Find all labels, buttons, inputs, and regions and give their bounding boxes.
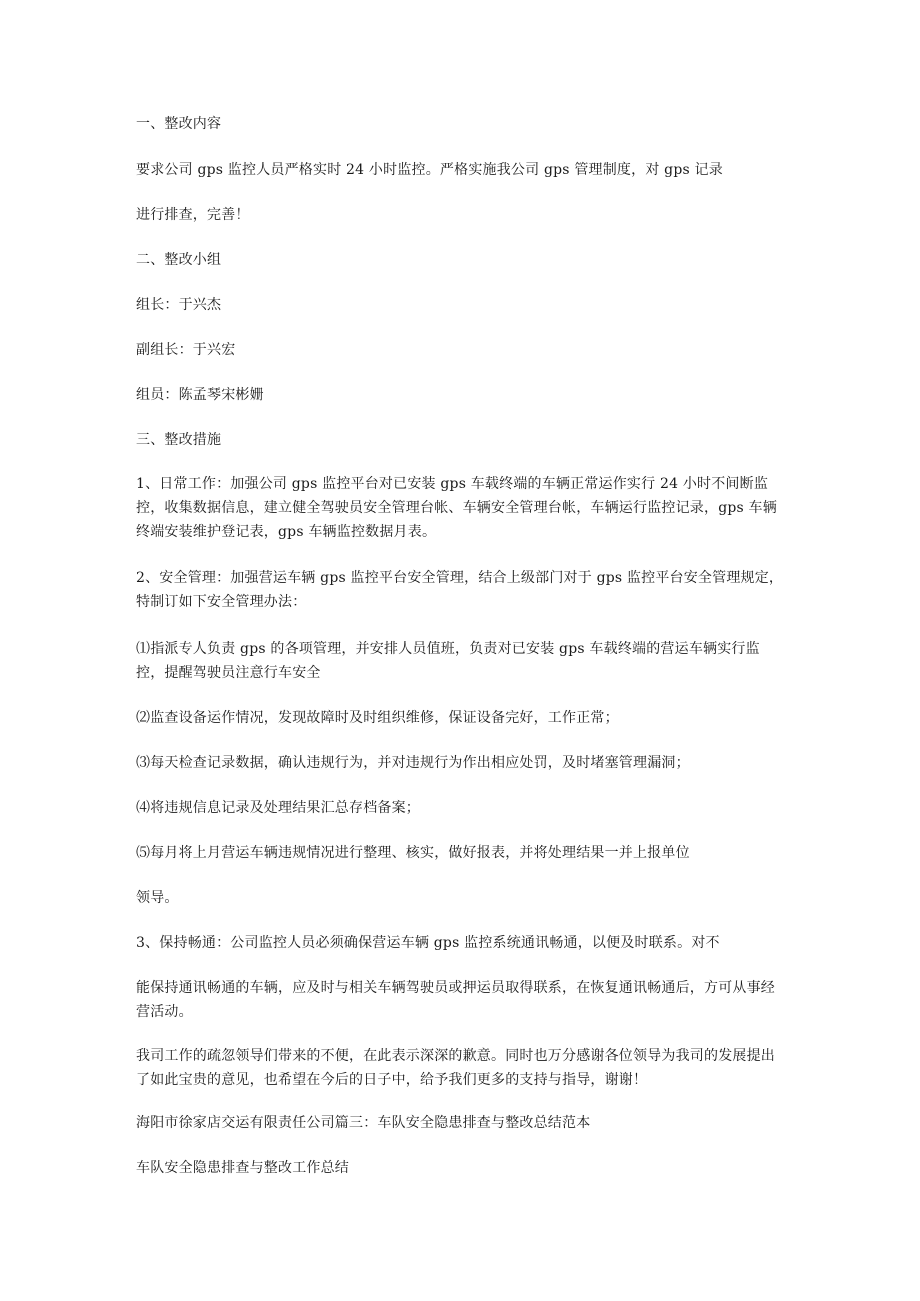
measure-safety-management: 2、安全管理：加强营运车辆 gps 监控平台安全管理，结合上级部门对于 gps 监控平台安全管理规定，特制订如下安全管理办法： — [136, 570, 784, 610]
paragraph-gps-monitoring-requirement: 要求公司 gps 监控人员严格实时 24 小时监控。严格实施我公司 gps 管理制度，对 gps 记录 — [136, 162, 723, 178]
section-heading-rectification-team: 二、整改小组 — [136, 252, 222, 268]
section-heading-rectification-content: 一、整改内容 — [136, 116, 222, 132]
measure-keep-communication-continuation: 能保持通讯畅通的车辆，应及时与相关车辆驾驶员或押运员取得联系，在恢复通讯畅通后，方可从事经营活动。 — [136, 980, 775, 1020]
section-heading-rectification-measures: 三、整改措施 — [136, 432, 222, 448]
measure-item-3: ⑶每天检查记录数据，确认违规行为，并对违规行为作出相应处罚，及时堵塞管理漏洞； — [136, 755, 690, 771]
team-members-line: 组员：陈孟琴宋彬姗 — [136, 387, 264, 403]
measure-daily-work: 1、日常工作：加强公司 gps 监控平台对已安装 gps 车载终端的车辆正常运作实行 24 小时不间断监控，收集数据信息，建立健全驾驶员安全管理台帐、车辆安全管理台帐，车辆运行监控记录，gps 车辆终端安装维护登记表，gps 车辆监控数据月表。 — [136, 476, 777, 540]
deputy-leader-line: 副组长：于兴宏 — [136, 342, 236, 358]
measure-keep-communication: 3、保持畅通：公司监控人员必须确保营运车辆 gps 监控系统通讯畅通，以便及时联系。对不 — [136, 935, 720, 951]
apology-paragraph: 我司工作的疏忽领导们带来的不便，在此表示深深的歉意。同时也万分感谢各位领导为我司的发展提出了如此宝贵的意见，也希望在今后的日子中，给予我们更多的支持与指导，谢谢！ — [136, 1048, 775, 1088]
measure-item-5: ⑸每月将上月营运车辆违规情况进行整理、核实，做好报表，并将处理结果一并上报单位 — [136, 845, 690, 861]
measure-item-1: ⑴指派专人负责 gps 的各项管理，并安排人员值班，负责对已安装 gps 车载终端的营运车辆实行监控，提醒驾驶员注意行车安全 — [136, 641, 760, 681]
team-leader-line: 组长：于兴杰 — [136, 297, 222, 313]
summary-title: 车队安全隐患排查与整改工作总结 — [136, 1160, 349, 1176]
paragraph-continuation: 进行排查，完善！ — [136, 207, 250, 223]
company-section-title: 海阳市徐家店交运有限责任公司篇三：车队安全隐患排查与整改总结范本 — [136, 1115, 591, 1131]
measure-item-5-continuation: 领导。 — [136, 890, 179, 906]
measure-item-4: ⑷将违规信息记录及处理结果汇总存档备案； — [136, 800, 420, 816]
measure-item-2: ⑵监查设备运作情况，发现故障时及时组织维修，保证设备完好，工作正常； — [136, 710, 619, 726]
